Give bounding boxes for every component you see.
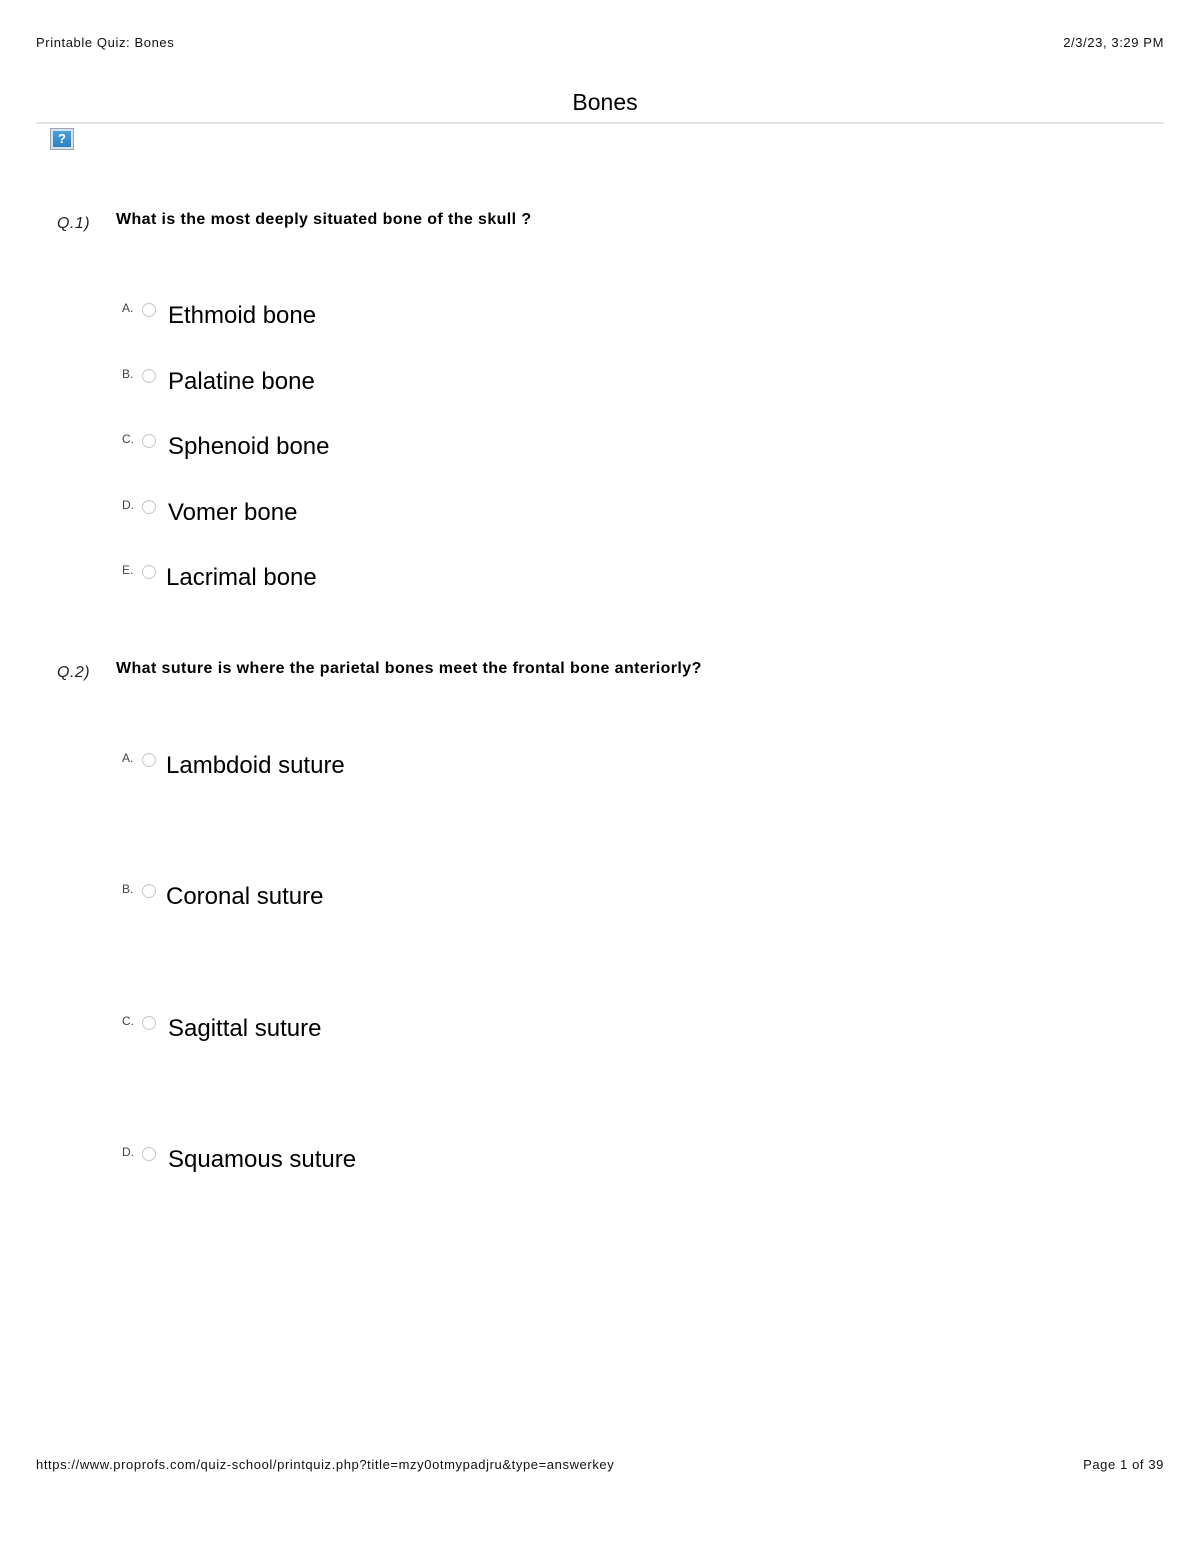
option-radio[interactable]	[142, 369, 156, 383]
question-2-number: Q.2)	[57, 664, 91, 681]
option-label: Lambdoid suture	[166, 752, 345, 779]
print-header-timestamp: 2/3/23, 3:29 PM	[1063, 35, 1164, 50]
option-label: Sphenoid bone	[168, 433, 330, 460]
option-label: Ethmoid bone	[168, 302, 317, 329]
option-radio[interactable]	[142, 753, 156, 767]
help-icon-glyph: ?	[53, 131, 71, 147]
help-icon[interactable]	[50, 128, 74, 150]
option-letter: C.	[122, 1014, 134, 1028]
option-letter: A.	[122, 751, 134, 765]
option-label: Palatine bone	[168, 368, 315, 395]
option-label: Vomer bone	[168, 499, 298, 526]
question-1-number: Q.1)	[57, 215, 91, 232]
option-letter: D.	[122, 498, 134, 512]
option-letter: A.	[122, 301, 134, 315]
question-2-text: What suture is where the parietal bones meet the frontal bone anteriorly?	[116, 660, 702, 677]
option-label: Squamous suture	[168, 1146, 357, 1173]
option-letter: E.	[122, 563, 134, 577]
option-radio[interactable]	[142, 303, 156, 317]
option-letter: D.	[122, 1145, 134, 1159]
option-label: Coronal suture	[166, 883, 324, 910]
question-1-text: What is the most deeply situated bone of the skull ?	[116, 211, 532, 228]
option-radio[interactable]	[142, 1016, 156, 1030]
title-divider	[36, 122, 1164, 124]
print-footer-page-number: Page 1 of 39	[1083, 1457, 1164, 1472]
option-radio[interactable]	[142, 434, 156, 448]
option-label: Sagittal suture	[168, 1015, 322, 1042]
option-radio[interactable]	[142, 500, 156, 514]
option-letter: C.	[122, 432, 134, 446]
option-radio[interactable]	[142, 1147, 156, 1161]
option-radio[interactable]	[142, 884, 156, 898]
print-header-title: Printable Quiz: Bones	[36, 35, 175, 50]
print-footer-url: https://www.proprofs.com/quiz-school/printquiz.php?title=mzy0otmypadjru&type=answerkey	[36, 1457, 615, 1472]
option-label: Lacrimal bone	[166, 564, 317, 591]
option-letter: B.	[122, 367, 134, 381]
page-title: Bones	[572, 89, 638, 115]
option-letter: B.	[122, 882, 134, 896]
option-radio[interactable]	[142, 565, 156, 579]
